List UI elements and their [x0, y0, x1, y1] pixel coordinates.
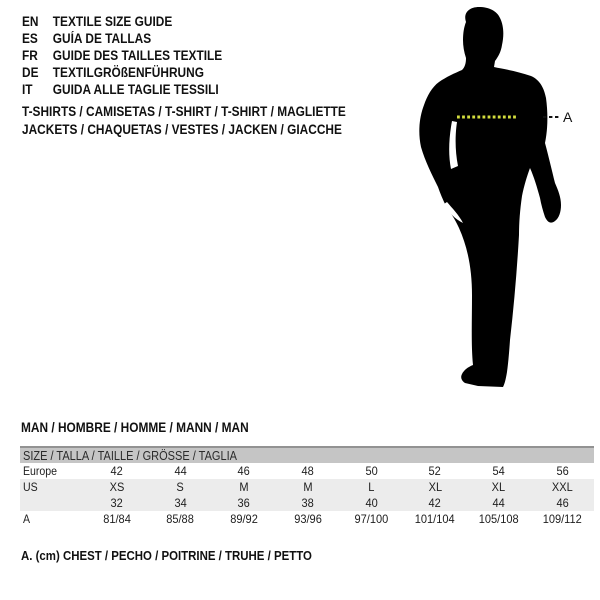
language-label: TEXTILE SIZE GUIDE — [52, 14, 173, 29]
table-row-us — [20, 479, 594, 495]
language-label: GUÍA DE TALLAS — [52, 31, 152, 46]
table-row-europe — [20, 463, 594, 479]
row-label: US — [23, 480, 38, 494]
language-code: EN — [22, 14, 39, 29]
size-table — [20, 446, 594, 527]
table-cell: 89/92 — [230, 512, 258, 526]
language-code: IT — [22, 82, 33, 97]
language-label: GUIDA ALLE TAGLIE TESSILI — [52, 82, 219, 97]
table-cell: XL — [491, 480, 506, 494]
table-cell: S — [176, 480, 185, 494]
table-cell: M — [239, 480, 249, 494]
table-cell: 44 — [174, 464, 187, 478]
table-row-chest — [20, 511, 594, 527]
table-cell: 42 — [110, 464, 123, 478]
language-row — [22, 47, 250, 64]
language-guide-list — [22, 13, 250, 98]
row-label — [20, 495, 85, 511]
table-cell: 56 — [556, 464, 569, 478]
section-title-man: MAN / HOMBRE / HOMME / MANN / MAN — [21, 420, 249, 435]
table-cell: 44 — [492, 496, 505, 510]
table-cell: XXL — [551, 480, 573, 494]
size-table-header-label: SIZE / TALLA / TAILLE / GRÖSSE / TAGLIA — [23, 449, 237, 463]
man-silhouette — [419, 7, 561, 387]
measure-label-a: A — [563, 109, 573, 125]
table-cell: 81/84 — [102, 512, 131, 526]
table-cell: 42 — [428, 496, 442, 510]
table-cell: 40 — [365, 496, 378, 510]
row-label: Europe — [23, 464, 58, 478]
table-cell: 48 — [301, 464, 314, 478]
table-cell: 38 — [301, 496, 314, 510]
table-cell: 105/108 — [478, 512, 519, 526]
table-cell: 50 — [365, 464, 378, 478]
category-tshirts: T-SHIRTS / CAMISETAS / T-SHIRT / T-SHIRT / MAGLIETTE — [22, 104, 346, 119]
table-cell: 34 — [174, 496, 187, 510]
table-cell: 97/100 — [354, 512, 389, 526]
row-label: A — [23, 512, 31, 526]
category-jackets: JACKETS / CHAQUETAS / VESTES / JACKEN / GIACCHE — [22, 121, 342, 137]
table-cell: XS — [109, 480, 125, 494]
language-code: DE — [22, 65, 39, 80]
language-row — [22, 64, 250, 81]
language-code: ES — [22, 31, 38, 46]
language-label: TEXTILGRÖßENFÜHRUNG — [52, 65, 204, 80]
table-cell: 101/104 — [414, 512, 455, 526]
measurement-footnote: A. (cm) CHEST / PECHO / POITRINE / TRUHE / PETTO — [21, 548, 312, 563]
table-cell: 32 — [110, 496, 123, 510]
table-cell: M — [303, 480, 313, 494]
table-cell: 85/88 — [166, 512, 195, 526]
language-row — [22, 13, 250, 30]
language-row — [22, 30, 250, 47]
language-label: GUIDE DES TAILLES TEXTILE — [52, 48, 223, 63]
language-row — [22, 81, 250, 98]
table-cell: 46 — [237, 464, 251, 478]
table-row-us-numeric — [20, 495, 594, 511]
table-cell: 36 — [237, 496, 251, 510]
table-cell: 93/96 — [293, 512, 322, 526]
table-cell: 52 — [428, 464, 442, 478]
language-code: FR — [22, 48, 38, 63]
table-cell: L — [368, 480, 375, 494]
table-cell: 46 — [556, 496, 569, 510]
table-cell: XL — [428, 480, 442, 494]
size-table-header — [20, 446, 594, 463]
garment-categories — [22, 103, 390, 138]
man-figure — [390, 0, 600, 410]
table-cell: 109/112 — [542, 512, 582, 526]
table-cell: 54 — [492, 464, 505, 478]
